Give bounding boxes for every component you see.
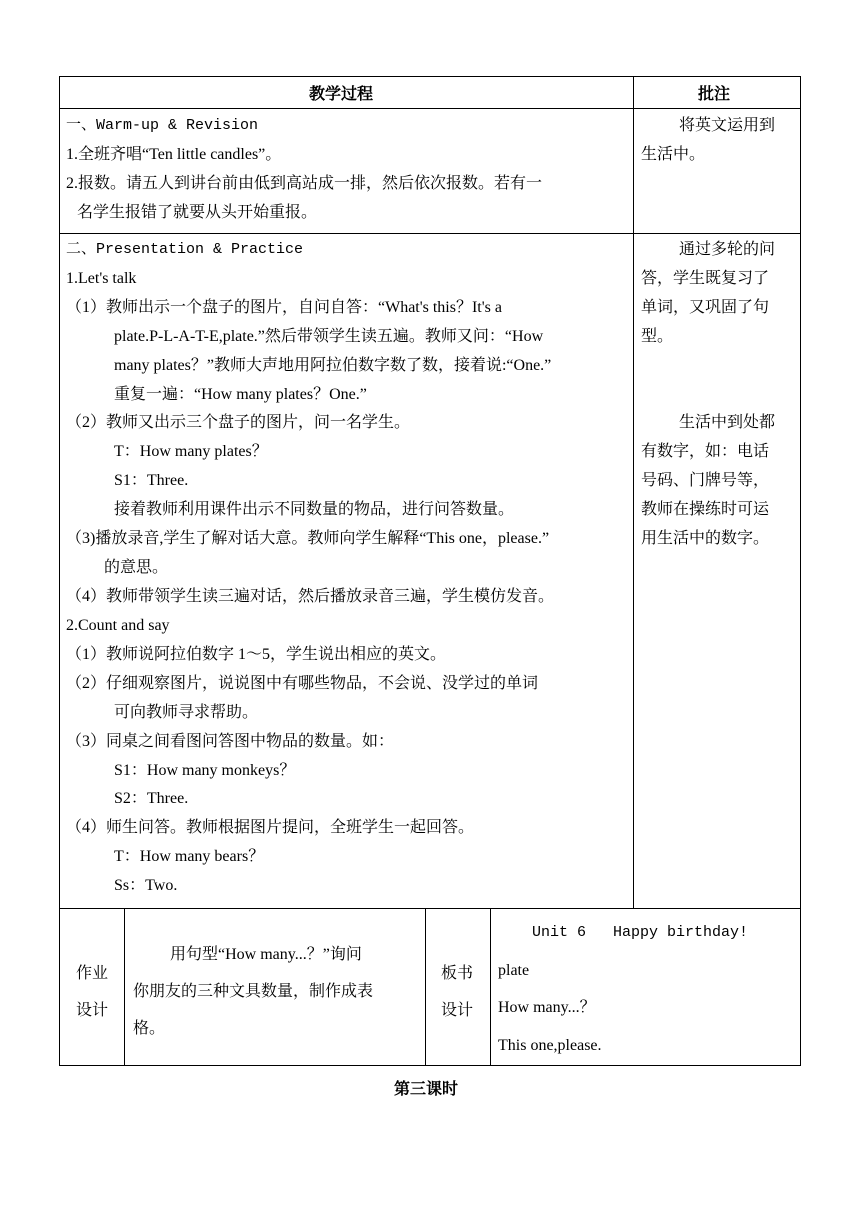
count-step-2: （2）仔细观察图片，说说图中有哪些物品，不会说、没学过的单词 (66, 675, 539, 692)
count-step-3-s2: S2：Three. (114, 790, 189, 807)
homework-label-line1: 作业 (76, 965, 109, 982)
note-b-line3: 号码、门牌号等， (641, 472, 770, 489)
count-step-3: （3）同桌之间看图问答图中物品的数量。如： (66, 733, 395, 750)
talk-step-2-cont: 接着教师利用课件出示不同数量的物品，进行问答数量。 (114, 501, 515, 518)
talk-step-1-cont-c: 重复一遍：“How many plates？One.” (114, 386, 367, 403)
note-b-line1: 生活中到处都 (679, 414, 776, 431)
note-b-line2: 有数字，如：电话 (641, 443, 770, 460)
board-word-3: This one,please. (498, 1037, 602, 1054)
board-word-1: plate (498, 962, 530, 979)
section-title-presentation: 二、Presentation & Practice (66, 241, 304, 258)
board-unit-title: Unit 6 Happy birthday! (532, 924, 749, 941)
homework-label-line2: 设计 (76, 1002, 109, 1019)
count-step-3-s1: S1：How many monkeys？ (114, 762, 296, 779)
talk-step-2: （2）教师又出示三个盘子的图片，问一名学生。 (66, 414, 411, 431)
note-a-line3: 单词，又巩固了句 (641, 299, 770, 316)
count-step-4-teacher: T：How many bears？ (114, 848, 265, 865)
lesson-heading: 第三课时 (394, 1079, 459, 1098)
homework-text-line2: 你朋友的三种文具数量，制作成表 (133, 983, 374, 1000)
talk-step-4: （4）教师带领学生读三遍对话，然后播放录音三遍，学生模仿发音。 (66, 588, 555, 605)
note-warmup-line2: 生活中。 (641, 146, 706, 163)
warmup-step-2: 2.报数。请五人到讲台前由低到高站成一排，然后依次报数。若有一 (66, 175, 543, 192)
note-b-line4: 教师在操练时可运 (641, 501, 770, 518)
homework-text-line1: 用句型“How many...？”询问 (170, 946, 362, 963)
count-step-4-students: Ss：Two. (114, 877, 178, 894)
talk-step-1-cont-a: plate.P-L-A-T-E,plate.”然后带领学生读五遍。教师又问：“How (114, 328, 544, 345)
count-step-2-cont: 可向教师寻求帮助。 (114, 704, 259, 721)
talk-step-2-student: S1：Three. (114, 472, 189, 489)
board-label-line2: 设计 (441, 1002, 474, 1019)
board-label-line1: 板书 (441, 965, 474, 982)
column-header-notes: 批注 (698, 84, 731, 103)
subsection-count-and-say: 2.Count and say (66, 617, 170, 634)
warmup-step-1: 1.全班齐唱“Ten little candles”。 (66, 146, 282, 163)
note-a-line4: 型。 (641, 328, 674, 345)
count-step-4: （4）师生问答。教师根据图片提问，全班学生一起回答。 (66, 819, 475, 836)
talk-step-1-cont-b: many plates？”教师大声地用阿拉伯数字数了数，接着说:“One.” (114, 357, 552, 374)
warmup-step-2-cont: 名学生报错了就要从头开始重报。 (77, 204, 318, 221)
note-a-line1: 通过多轮的问 (679, 241, 776, 258)
talk-step-3-cont: 的意思。 (104, 559, 169, 576)
talk-step-1: （1）教师出示一个盘子的图片，自问自答：“What's this？It's a (66, 299, 502, 316)
section-title-warmup: 一、Warm-up & Revision (66, 117, 259, 134)
note-b-line5: 用生活中的数字。 (641, 530, 770, 547)
note-a-line2: 答，学生既复习了 (641, 270, 770, 287)
homework-text-line3: 格。 (133, 1020, 166, 1037)
note-warmup-line1: 将英文运用到 (679, 117, 776, 134)
talk-step-2-teacher: T：How many plates？ (114, 443, 268, 460)
subsection-lets-talk: 1.Let's talk (66, 270, 137, 287)
talk-step-3: （3)播放录音,学生了解对话大意。教师向学生解释“This one，please.” (66, 530, 550, 547)
board-word-2: How many...？ (498, 999, 596, 1016)
column-header-process: 教学过程 (309, 84, 374, 103)
count-step-1: （1）教师说阿拉伯数字 1～5，学生说出相应的英文。 (66, 646, 447, 663)
